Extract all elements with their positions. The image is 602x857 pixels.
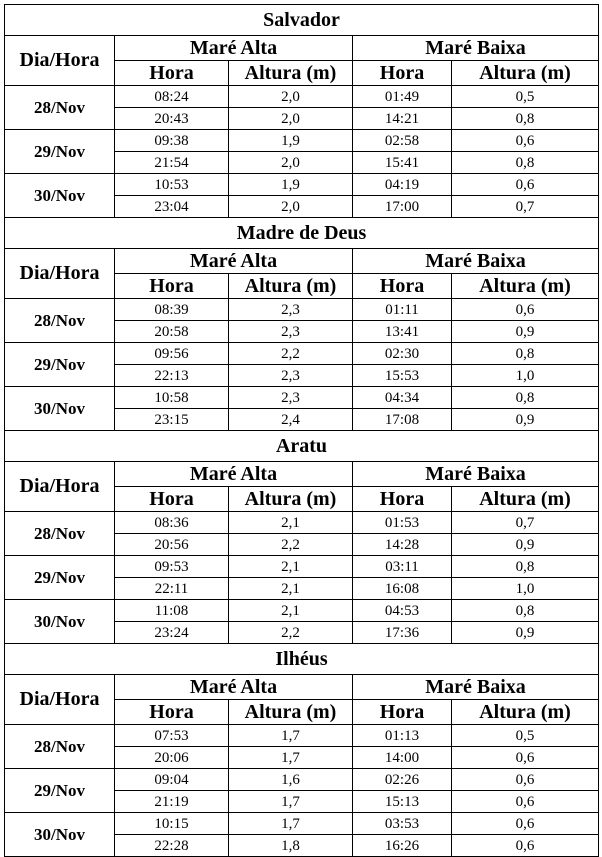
baixa-altura-cell: 0,8: [452, 556, 599, 578]
alta-altura-cell: 2,1: [229, 600, 353, 622]
baixa-hora-cell: 13:41: [353, 321, 452, 343]
alta-hora-cell: 10:58: [115, 387, 229, 409]
baixa-altura-cell: 0,9: [452, 409, 599, 431]
header-row-1: [5, 249, 599, 274]
location-name: Salvador: [5, 5, 599, 36]
baixa-altura-cell: 1,0: [452, 365, 599, 387]
alta-altura-cell: 1,6: [229, 769, 353, 791]
alta-altura-header: Altura (m): [229, 700, 353, 725]
alta-altura-cell: 2,1: [229, 556, 353, 578]
alta-hora-cell: 08:39: [115, 299, 229, 321]
day-label: 29/Nov: [5, 343, 115, 387]
alta-hora-cell: 20:58: [115, 321, 229, 343]
day-label: 29/Nov: [5, 130, 115, 174]
table-row: [5, 556, 599, 578]
baixa-hora-cell: 17:00: [353, 196, 452, 218]
alta-hora-cell: 21:54: [115, 152, 229, 174]
alta-hora-cell: 09:56: [115, 343, 229, 365]
alta-hora-header: Hora: [115, 487, 229, 512]
alta-hora-cell: 10:53: [115, 174, 229, 196]
alta-hora-cell: 11:08: [115, 600, 229, 622]
baixa-altura-cell: 0,6: [452, 813, 599, 835]
baixa-hora-cell: 01:13: [353, 725, 452, 747]
baixa-altura-header: Altura (m): [452, 700, 599, 725]
table-row: [5, 725, 599, 747]
mare-alta-header: Maré Alta: [115, 249, 353, 274]
baixa-hora-cell: 16:26: [353, 835, 452, 857]
alta-altura-cell: 2,2: [229, 343, 353, 365]
day-label: 30/Nov: [5, 174, 115, 218]
day-label: 29/Nov: [5, 556, 115, 600]
baixa-altura-cell: 0,8: [452, 152, 599, 174]
mare-alta-header: Maré Alta: [115, 36, 353, 61]
dia-hora-header: Dia/Hora: [5, 675, 115, 725]
baixa-hora-cell: 16:08: [353, 578, 452, 600]
table-row: [5, 299, 599, 321]
tide-table-body: [5, 5, 599, 857]
alta-altura-cell: 2,2: [229, 622, 353, 644]
alta-altura-cell: 2,3: [229, 387, 353, 409]
baixa-hora-cell: 02:26: [353, 769, 452, 791]
alta-hora-cell: 09:53: [115, 556, 229, 578]
table-row: [5, 769, 599, 791]
baixa-hora-cell: 02:30: [353, 343, 452, 365]
baixa-hora-cell: 03:53: [353, 813, 452, 835]
baixa-altura-cell: 0,7: [452, 512, 599, 534]
baixa-altura-cell: 0,6: [452, 791, 599, 813]
alta-hora-cell: 08:24: [115, 86, 229, 108]
alta-altura-header: Altura (m): [229, 487, 353, 512]
table-row: [5, 813, 599, 835]
baixa-hora-cell: 15:13: [353, 791, 452, 813]
alta-altura-cell: 2,3: [229, 365, 353, 387]
baixa-altura-cell: 0,7: [452, 196, 599, 218]
alta-hora-cell: 20:43: [115, 108, 229, 130]
baixa-hora-header: Hora: [353, 274, 452, 299]
day-label: 28/Nov: [5, 299, 115, 343]
table-row: [5, 174, 599, 196]
baixa-altura-cell: 0,6: [452, 130, 599, 152]
location-title-row: [5, 431, 599, 462]
alta-hora-cell: 23:24: [115, 622, 229, 644]
baixa-altura-cell: 0,6: [452, 769, 599, 791]
mare-alta-header: Maré Alta: [115, 675, 353, 700]
baixa-hora-header: Hora: [353, 700, 452, 725]
alta-hora-cell: 07:53: [115, 725, 229, 747]
day-label: 30/Nov: [5, 600, 115, 644]
alta-hora-cell: 23:04: [115, 196, 229, 218]
baixa-hora-header: Hora: [353, 61, 452, 86]
alta-hora-header: Hora: [115, 700, 229, 725]
baixa-hora-cell: 04:53: [353, 600, 452, 622]
day-label: 28/Nov: [5, 512, 115, 556]
tide-table: [4, 4, 599, 857]
alta-altura-cell: 2,3: [229, 299, 353, 321]
alta-altura-cell: 2,3: [229, 321, 353, 343]
mare-baixa-header: Maré Baixa: [353, 675, 599, 700]
location-name: Ilhéus: [5, 644, 599, 675]
location-name: Aratu: [5, 431, 599, 462]
alta-altura-cell: 2,1: [229, 578, 353, 600]
baixa-altura-header: Altura (m): [452, 274, 599, 299]
alta-hora-cell: 10:15: [115, 813, 229, 835]
baixa-altura-cell: 1,0: [452, 578, 599, 600]
alta-altura-cell: 1,9: [229, 174, 353, 196]
alta-altura-cell: 2,0: [229, 108, 353, 130]
alta-hora-cell: 08:36: [115, 512, 229, 534]
alta-altura-header: Altura (m): [229, 274, 353, 299]
baixa-altura-cell: 0,9: [452, 622, 599, 644]
mare-baixa-header: Maré Baixa: [353, 36, 599, 61]
location-name: Madre de Deus: [5, 218, 599, 249]
baixa-altura-cell: 0,5: [452, 86, 599, 108]
mare-baixa-header: Maré Baixa: [353, 462, 599, 487]
table-row: [5, 86, 599, 108]
table-row: [5, 130, 599, 152]
baixa-hora-cell: 01:11: [353, 299, 452, 321]
alta-altura-cell: 2,0: [229, 152, 353, 174]
day-label: 28/Nov: [5, 725, 115, 769]
location-title-row: [5, 218, 599, 249]
baixa-hora-header: Hora: [353, 487, 452, 512]
baixa-altura-cell: 0,6: [452, 299, 599, 321]
baixa-altura-cell: 0,5: [452, 725, 599, 747]
alta-altura-cell: 1,7: [229, 725, 353, 747]
baixa-hora-cell: 03:11: [353, 556, 452, 578]
alta-altura-cell: 2,0: [229, 86, 353, 108]
alta-altura-cell: 2,2: [229, 534, 353, 556]
alta-altura-cell: 1,9: [229, 130, 353, 152]
baixa-hora-cell: 02:58: [353, 130, 452, 152]
location-title-row: [5, 5, 599, 36]
baixa-hora-cell: 17:08: [353, 409, 452, 431]
day-label: 30/Nov: [5, 387, 115, 431]
table-row: [5, 387, 599, 409]
baixa-altura-cell: 0,9: [452, 321, 599, 343]
table-row: [5, 343, 599, 365]
baixa-altura-cell: 0,8: [452, 108, 599, 130]
baixa-hora-cell: 04:34: [353, 387, 452, 409]
alta-altura-cell: 1,7: [229, 791, 353, 813]
dia-hora-header: Dia/Hora: [5, 36, 115, 86]
baixa-hora-cell: 14:21: [353, 108, 452, 130]
baixa-hora-cell: 15:53: [353, 365, 452, 387]
baixa-hora-cell: 04:19: [353, 174, 452, 196]
baixa-altura-cell: 0,6: [452, 835, 599, 857]
alta-altura-cell: 1,7: [229, 747, 353, 769]
day-label: 28/Nov: [5, 86, 115, 130]
alta-hora-cell: 20:56: [115, 534, 229, 556]
header-row-1: [5, 462, 599, 487]
alta-hora-cell: 22:11: [115, 578, 229, 600]
alta-hora-header: Hora: [115, 61, 229, 86]
alta-hora-cell: 22:13: [115, 365, 229, 387]
header-row-1: [5, 675, 599, 700]
baixa-hora-cell: 01:49: [353, 86, 452, 108]
baixa-hora-cell: 14:28: [353, 534, 452, 556]
baixa-altura-cell: 0,8: [452, 343, 599, 365]
dia-hora-header: Dia/Hora: [5, 462, 115, 512]
baixa-hora-cell: 14:00: [353, 747, 452, 769]
baixa-altura-cell: 0,6: [452, 747, 599, 769]
mare-baixa-header: Maré Baixa: [353, 249, 599, 274]
baixa-altura-header: Altura (m): [452, 61, 599, 86]
header-row-1: [5, 36, 599, 61]
baixa-hora-cell: 15:41: [353, 152, 452, 174]
alta-hora-cell: 09:04: [115, 769, 229, 791]
location-title-row: [5, 644, 599, 675]
baixa-altura-cell: 0,8: [452, 600, 599, 622]
alta-altura-cell: 1,8: [229, 835, 353, 857]
alta-hora-cell: 23:15: [115, 409, 229, 431]
alta-altura-cell: 2,4: [229, 409, 353, 431]
baixa-altura-header: Altura (m): [452, 487, 599, 512]
alta-hora-cell: 22:28: [115, 835, 229, 857]
table-row: [5, 600, 599, 622]
alta-hora-cell: 21:19: [115, 791, 229, 813]
alta-altura-header: Altura (m): [229, 61, 353, 86]
baixa-hora-cell: 17:36: [353, 622, 452, 644]
baixa-altura-cell: 0,6: [452, 174, 599, 196]
alta-hora-header: Hora: [115, 274, 229, 299]
alta-hora-cell: 20:06: [115, 747, 229, 769]
day-label: 30/Nov: [5, 813, 115, 857]
alta-altura-cell: 2,0: [229, 196, 353, 218]
baixa-hora-cell: 01:53: [353, 512, 452, 534]
alta-altura-cell: 1,7: [229, 813, 353, 835]
alta-altura-cell: 2,1: [229, 512, 353, 534]
day-label: 29/Nov: [5, 769, 115, 813]
dia-hora-header: Dia/Hora: [5, 249, 115, 299]
table-row: [5, 512, 599, 534]
mare-alta-header: Maré Alta: [115, 462, 353, 487]
baixa-altura-cell: 0,9: [452, 534, 599, 556]
baixa-altura-cell: 0,8: [452, 387, 599, 409]
alta-hora-cell: 09:38: [115, 130, 229, 152]
